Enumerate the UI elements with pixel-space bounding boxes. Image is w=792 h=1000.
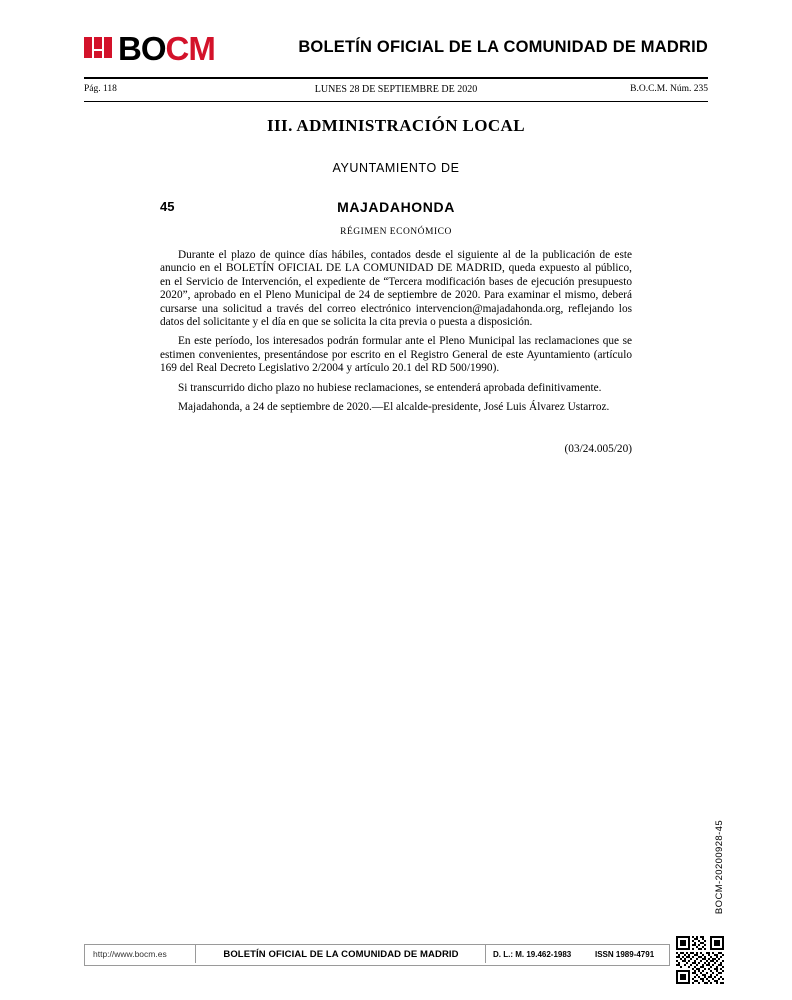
logo-cm-text: CM (165, 30, 215, 67)
footer-divider-1 (195, 945, 196, 963)
section-title: III. ADMINISTRACIÓN LOCAL (267, 116, 525, 135)
header-date: LUNES 28 DE SEPTIEMBRE DE 2020 (314, 84, 478, 95)
header-page-number: Pág. 118 (84, 84, 117, 94)
subject-heading: RÉGIMEN ECONÓMICO (340, 227, 452, 237)
logo-wordmark (118, 32, 215, 65)
running-header (84, 84, 708, 100)
masthead (84, 30, 708, 78)
paragraph-4: Majadahonda, a 24 de septiembre de 2020.—El alcalde-presidente, José Luis Álvarez Ustarroz. (178, 401, 610, 414)
bocm-logo (84, 32, 215, 65)
masthead-divider (84, 77, 708, 79)
footer-divider-2 (485, 945, 486, 963)
entry-number: 45 (160, 199, 175, 214)
footer-url-link[interactable]: http://www.bocm.es (93, 949, 167, 959)
body-text (160, 249, 632, 414)
entity-name: MAJADAHONDA (337, 199, 455, 215)
qr-code-icon (676, 936, 724, 984)
masthead-title: BOLETÍN OFICIAL DE LA COMUNIDAD DE MADRID (298, 38, 708, 56)
footer-issn: ISSN 1989-4791 (595, 950, 655, 959)
paragraph-1: Durante el plazo de quince días hábiles, contados desde el siguiente al de la publicación de este anuncio en el BOLETÍN OFICIAL DE LA COMUNIDAD DE MADRID, queda expuesto al público, en el Servicio de Intervención, el expediente de “Tercera modificación bases de ejecución presupuesto 2020”, aprobado en el Pleno Municipal de 24 de septiembre de 2020. Para examinar el mismo, deberá cursarse una solicitud a través del correo electrónico intervencion@majadahonda.org, reflejando los datos del solicitante y el día en que se solicita la cita previa o puesta a disposición. (160, 249, 632, 329)
footer-bar (84, 944, 670, 966)
organization-line: AYUNTAMIENTO DE (332, 161, 460, 175)
logo-bo-text: BO (118, 30, 166, 67)
side-document-code: BOCM-20200928-45 (714, 820, 725, 915)
header-issue-number: B.O.C.M. Núm. 235 (630, 84, 708, 94)
footer-title: BOLETÍN OFICIAL DE LA COMUNIDAD DE MADRID (223, 949, 459, 960)
paragraph-2: En este período, los interesados podrán formular ante el Pleno Municipal las reclamaciones que se estimen convenientes, presentándose por escrito en el Registro General de este Ayuntamiento (artículo 169 del Real Decreto Legislativo 2/2004 y artículo 20.1 del RD 500/1990). (160, 335, 632, 375)
header-divider (84, 101, 708, 102)
reference-code: (03/24.005/20) (564, 443, 632, 455)
bocm-logo-icon (84, 34, 114, 64)
paragraph-3: Si transcurrido dicho plazo no hubiese reclamaciones, se entenderá aprobada definitivamente. (178, 381, 602, 394)
footer-legal-deposit: D. L.: M. 19.462-1983 (493, 950, 572, 959)
